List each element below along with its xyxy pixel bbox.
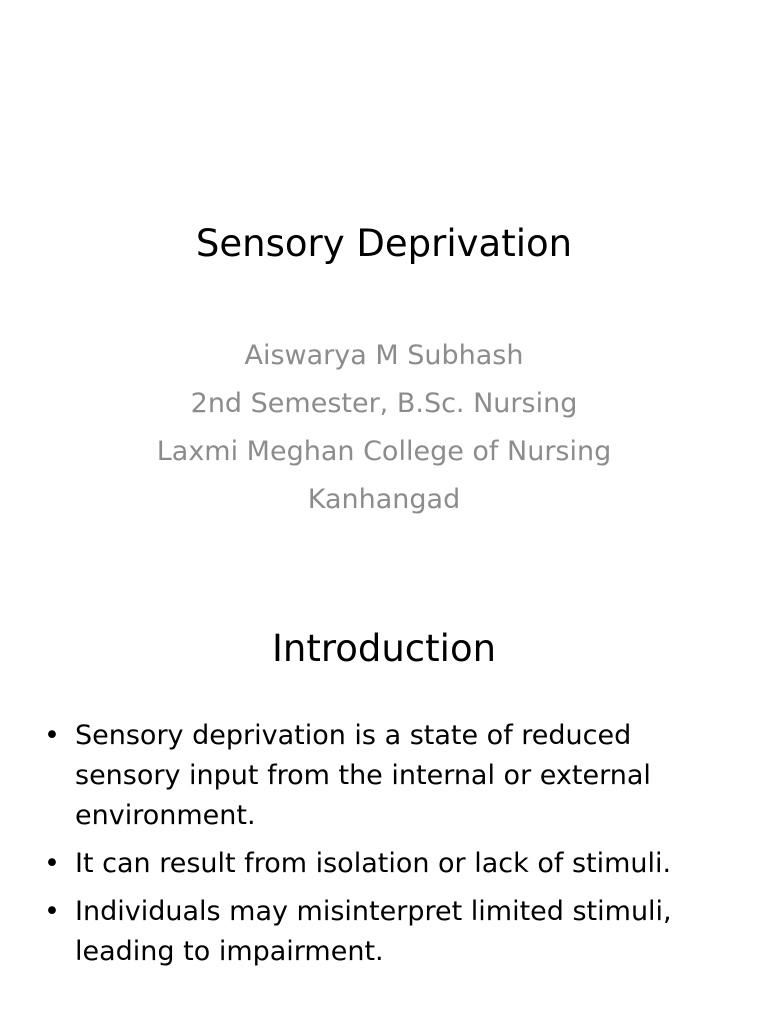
slide-title: Introduction bbox=[271, 627, 497, 670]
bullet-text: Sensory deprivation is a state of reduced sensory input from the internal or external environment. bbox=[75, 720, 651, 831]
author-name: Aiswarya M Subhash bbox=[244, 340, 524, 371]
bullet-item bbox=[40, 844, 740, 884]
bullet-dot-icon: • bbox=[44, 896, 60, 927]
author-course: 2nd Semester, B.Sc. Nursing bbox=[190, 388, 578, 419]
slide-subtitle bbox=[0, 332, 768, 524]
bullet-text: It can result from isolation or lack of stimuli. bbox=[75, 848, 672, 879]
bullet-text: Individuals may misinterpret limited stimuli, leading to impairment. bbox=[75, 896, 672, 967]
bullet-dot-icon: • bbox=[44, 848, 60, 879]
bullet-list bbox=[40, 716, 740, 980]
author-college: Laxmi Meghan College of Nursing bbox=[156, 436, 612, 467]
bullet-item bbox=[40, 716, 740, 836]
bullet-item bbox=[40, 892, 740, 972]
slide-title: Sensory Deprivation bbox=[195, 222, 573, 265]
author-location: Kanhangad bbox=[307, 484, 461, 515]
introduction-slide bbox=[0, 576, 768, 1024]
bullet-dot-icon: • bbox=[44, 720, 60, 751]
